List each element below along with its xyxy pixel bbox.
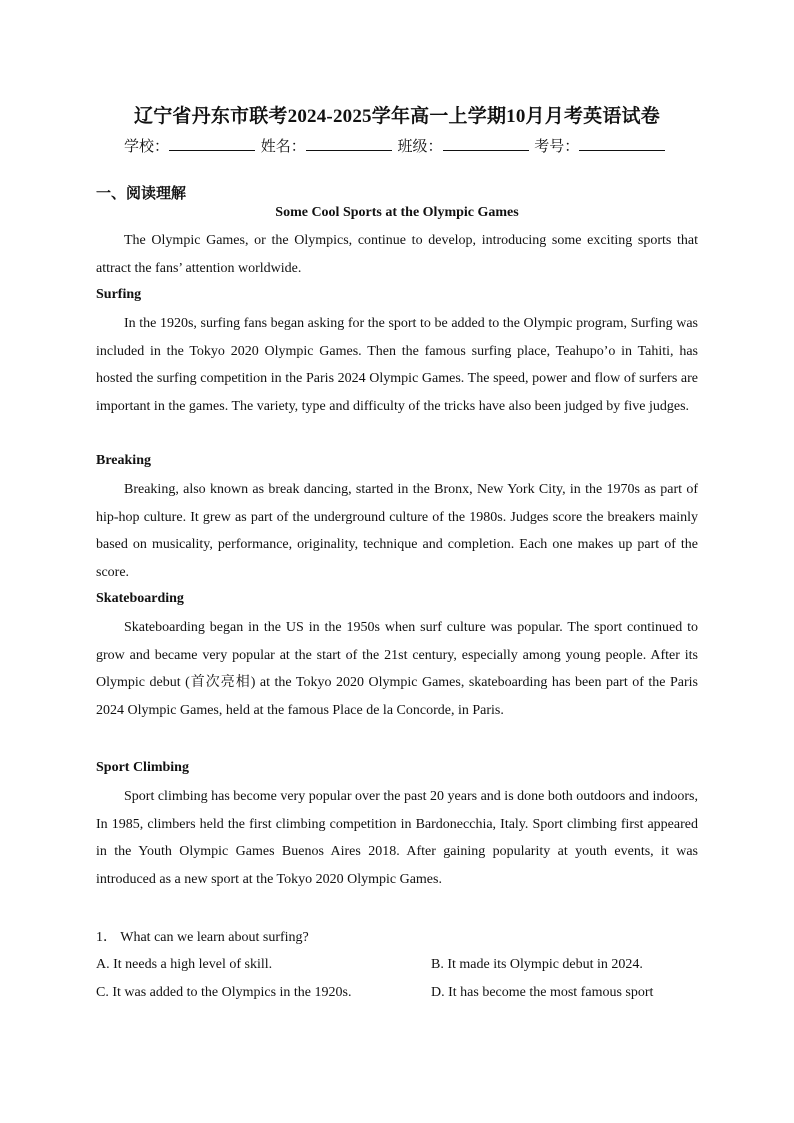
number-blank[interactable]	[579, 138, 665, 151]
passage-title: Some Cool Sports at the Olympic Games	[275, 205, 519, 220]
page-title: 辽宁省丹东市联考2024-2025学年高一上学期10月月考英语试卷	[134, 106, 660, 127]
student-info-line	[124, 135, 667, 156]
option-c[interactable]: C. It was added to the Olympics in the 1920s.	[96, 985, 352, 1000]
skateboarding-heading: Skateboarding	[96, 591, 184, 606]
option-d[interactable]: D. It has become the most famous sport	[431, 985, 654, 1000]
climbing-paragraph: Sport climbing has become very popular over the past 20 years and is done both outdoors and indoors, In 1985, climbers held the first climbing competition in Bardonecchia, Italy. Sport climbing first appeared in the Youth Olympic Games Buenos Aires 2018. After gaining popularity at youth events, it was introduced as a new sport at the Tokyo 2020 Olympic Games.	[96, 789, 698, 887]
skateboarding-paragraph: Skateboarding began in the US in the 1950s when surf culture was popular. The sport continued to grow and became very popular at the start of the 21st century, especially among young people. After its Olympic debut (首次亮相) at the Tokyo 2020 Olympic Games, skateboarding has been part of the Paris 2024 Olympic Games, held at the famous Place de la Concorde, in Paris.	[96, 620, 698, 718]
surfing-heading: Surfing	[96, 287, 142, 302]
school-label: 学校：	[124, 139, 170, 155]
name-blank[interactable]	[306, 138, 392, 151]
breaking-heading: Breaking	[96, 453, 151, 468]
school-blank[interactable]	[169, 138, 255, 151]
option-b[interactable]: B. It made its Olympic debut in 2024.	[431, 957, 643, 972]
class-label: 班级：	[397, 139, 443, 155]
class-blank[interactable]	[443, 138, 529, 151]
option-a[interactable]: A. It needs a high level of skill.	[96, 957, 273, 972]
question-1-stem: 1． What can we learn about surfing?	[96, 930, 309, 945]
name-label: 姓名：	[260, 139, 306, 155]
surfing-paragraph: In the 1920s, surfing fans began asking for the sport to be added to the Olympic program, Surfing was included in the Tokyo 2020 Olympic Games. Then the famous surfing place, Teahupo’o in Tahiti, has hosted the surfing competition in the Paris 2024 Olympic Games. The speed, power and flow of surfers are important in the games. The variety, type and difficulty of the tricks have also been judged by five judges.	[96, 316, 698, 414]
number-label: 考号：	[534, 139, 580, 155]
breaking-paragraph: Breaking, also known as break dancing, started in the Bronx, New York City, in the 1970s as part of hip-hop culture. It grew as part of the underground culture of the 1980s. Judges score the breakers mainly based on musicality, performance, originality, technique and completion. Each one makes up part of the score.	[96, 482, 698, 580]
intro-paragraph: The Olympic Games, or the Olympics, continue to develop, introducing some exciting sports that attract the fans’ attention worldwide.	[96, 233, 698, 276]
section-heading: 一、阅读理解	[96, 186, 187, 202]
climbing-heading: Sport Climbing	[96, 760, 189, 775]
